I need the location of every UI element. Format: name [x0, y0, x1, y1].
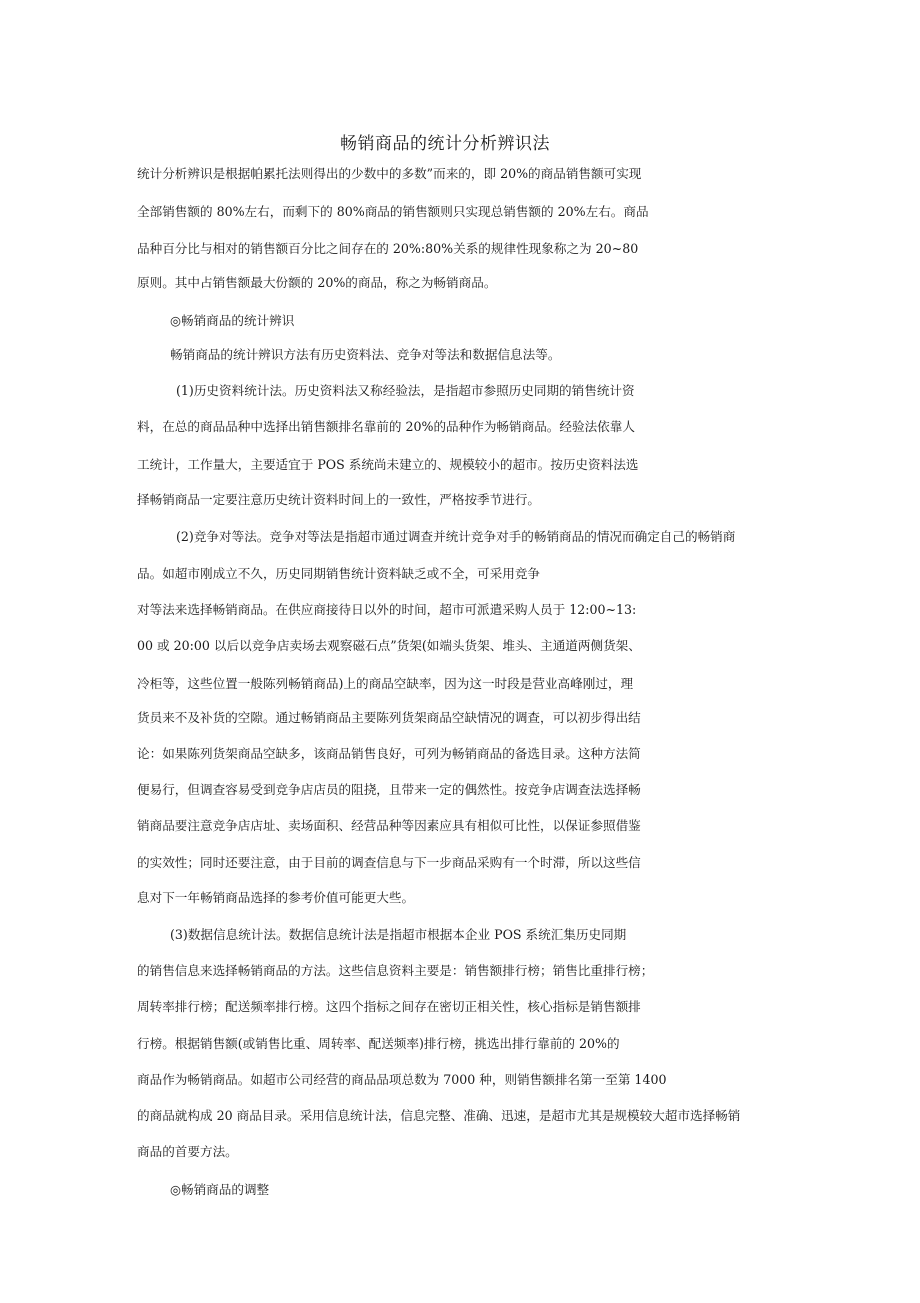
paragraph-line: 商品作为畅销商品。如超市公司经营的商品品项总数为 7000 种，则销售额排名第一至第 1400 — [137, 1072, 667, 1087]
paragraph-line: 货员来不及补货的空隙。通过畅销商品主要陈列货架商品空缺情况的调查，可以初步得出结 — [137, 710, 641, 725]
paragraph-line: 周转率排行榜；配送频率排行榜。这四个指标之间存在密切正相关性，核心指标是销售额排 — [137, 999, 641, 1014]
paragraph-line: 冷柜等，这些位置一般陈列畅销商品)上的商品空缺率，因为这一时段是营业高峰刚过，理 — [137, 676, 634, 691]
paragraph-line: 便易行，但调查容易受到竞争店店员的阻挠，且带来一定的偶然性。按竞争店调查法选择畅 — [137, 782, 641, 797]
section-heading: ◎畅销商品的调整 — [170, 1182, 270, 1197]
document-title: 畅销商品的统计分析辨识法 — [340, 134, 550, 154]
paragraph-line: (3)数据信息统计法。数据信息统计法是指超市根据本企业 POS 系统汇集历史同期 — [170, 927, 627, 942]
paragraph-line: 商品的首要方法。 — [137, 1144, 238, 1159]
paragraph-line: 品种百分比与相对的销售额百分比之间存在的 20%:80%关系的规律性现象称之为 20~80 — [137, 241, 639, 256]
paragraph-line: 统计分析辨识是根据帕累托法则得出的少数中的多数”而来的，即 20%的商品销售额可实现 — [137, 166, 642, 181]
paragraph-line: 销商品要注意竞争店店址、卖场面积、经营品种等因素应具有相似可比性，以保证参照借鉴 — [137, 818, 641, 833]
paragraph-line: 择畅销商品一定要注意历史统计资料时间上的一致性，严格按季节进行。 — [137, 492, 540, 507]
paragraph-line: 息对下一年畅销商品选择的参考价值可能更大些。 — [137, 890, 415, 905]
section-heading: ◎畅销商品的统计辨识 — [170, 313, 295, 328]
paragraph-line: 工统计，工作量大，主要适宜于 POS 系统尚未建立的、规模较小的超市。按历史资料法选 — [137, 457, 639, 472]
paragraph-line: 原则。其中占销售额最大份额的 20%的商品，称之为畅销商品。 — [137, 275, 497, 290]
paragraph-line: 畅销商品的统计辨识方法有历史资料法、竞争对等法和数据信息法等。 — [170, 347, 561, 362]
paragraph-line: 全部销售额的 80%左右，而剩下的 80%商品的销售额则只实现总销售额的 20%左右。商品 — [137, 204, 649, 219]
paragraph-line: 行榜。根据销售额(或销售比重、周转率、配送频率)排行榜，挑选出排行靠前的 20%的 — [137, 1036, 620, 1051]
paragraph-line: 料，在总的商品品种中选择出销售额排名靠前的 20%的品种作为畅销商品。经验法依靠人 — [137, 419, 635, 434]
paragraph-line: 00 或 20:00 以后以竞争店卖场去观察磁石点”货架(如端头货架、堆头、主通道两侧货架、 — [137, 638, 641, 653]
paragraph-line: (2)竞争对等法。竞争对等法是指超市通过调查并统计竞争对手的畅销商品的情况而确定自己的畅销商 — [176, 529, 736, 544]
paragraph-line: 论：如果陈列货架商品空缺多，该商品销售良好，可列为畅销商品的备选目录。这种方法简 — [137, 746, 641, 761]
paragraph-line: 对等法来选择畅销商品。在供应商接待日以外的时间，超市可派遣采购人员于 12:00~13: — [137, 602, 637, 617]
paragraph-line: 的实效性；同时还要注意，由于目前的调查信息与下一步商品采购有一个时滞，所以这些信 — [137, 855, 641, 870]
paragraph-line: 品。如超市刚成立不久，历史同期销售统计资料缺乏或不全，可采用竞争 — [137, 566, 540, 581]
paragraph-line: 的商品就构成 20 商品目录。采用信息统计法，信息完整、准确、迅速，是超市尤其是规模较大超市选择畅销 — [137, 1108, 741, 1123]
paragraph-line: (1)历史资料统计法。历史资料法又称经验法，是指超市参照历史同期的销售统计资 — [176, 383, 635, 398]
paragraph-line: 的销售信息来选择畅销商品的方法。这些信息资料主要是：销售额排行榜；销售比重排行榜； — [137, 963, 654, 978]
